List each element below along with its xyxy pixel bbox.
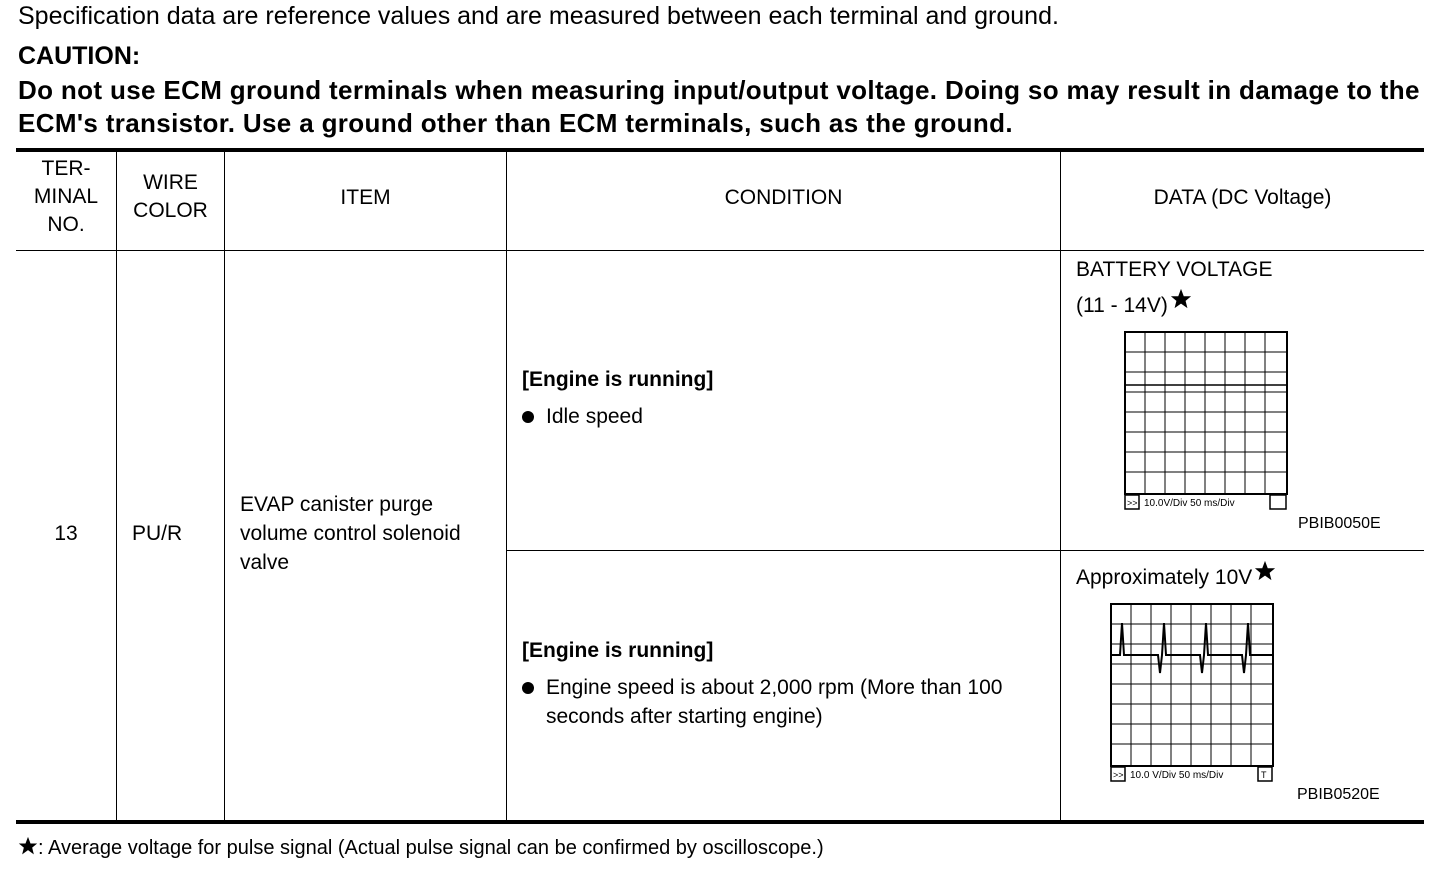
svg-text:>>: >> bbox=[1113, 770, 1124, 780]
data-1-text bbox=[1076, 252, 1272, 324]
condition-1-bullet-text: Idle speed bbox=[546, 405, 643, 428]
header-condition: CONDITION bbox=[724, 186, 843, 209]
col-divider-2 bbox=[224, 148, 225, 824]
caution-title: CAUTION: bbox=[18, 42, 141, 70]
scope-2-scale-label: 10.0 V/Div 50 ms/Div bbox=[1130, 770, 1224, 781]
row-divider bbox=[506, 550, 1424, 551]
terminal-number: 13 bbox=[54, 522, 78, 545]
header-wire-line-1: WIRE bbox=[143, 171, 198, 194]
star-icon bbox=[1170, 288, 1192, 310]
col-divider-1 bbox=[116, 148, 117, 824]
table-top-rule bbox=[16, 148, 1424, 152]
data-1-line-2: (11 - 14V) bbox=[1076, 288, 1272, 324]
condition-2-heading: [Engine is running] bbox=[522, 639, 714, 662]
item-description: EVAP canister purge volume control solenoid valve bbox=[240, 493, 461, 574]
bullet-icon bbox=[522, 673, 546, 731]
star-icon bbox=[18, 836, 38, 856]
footnote bbox=[18, 836, 824, 860]
condition-1-heading: [Engine is running] bbox=[522, 368, 714, 391]
col-divider-3 bbox=[506, 148, 507, 824]
bullet-icon bbox=[522, 402, 546, 431]
condition-2-bullet-text: Engine speed is about 2,000 rpm (More than 100 seconds after starting engine) bbox=[546, 676, 1003, 728]
header-item: ITEM bbox=[340, 186, 391, 209]
data-2-line-1: Approximately 10V bbox=[1076, 566, 1253, 589]
star-icon bbox=[1254, 560, 1276, 582]
oscilloscope-waveform-1 bbox=[1124, 331, 1290, 513]
scope-1-scale-label: 10.0V/Div 50 ms/Div bbox=[1144, 498, 1235, 509]
figure-id-1: PBIB0050E bbox=[1298, 515, 1381, 532]
table-bottom-rule bbox=[16, 820, 1424, 824]
intro-text: Specification data are reference values and are measured between each terminal and ground. bbox=[18, 2, 1059, 30]
condition-1 bbox=[522, 365, 1052, 431]
header-terminal-line-2: MINAL bbox=[33, 185, 99, 208]
oscilloscope-waveform-2 bbox=[1110, 603, 1276, 785]
header-divider bbox=[16, 250, 1424, 251]
header-wire-line-2: COLOR bbox=[133, 199, 208, 222]
data-1-line-1: BATTERY VOLTAGE bbox=[1076, 258, 1273, 281]
svg-text:>>: >> bbox=[1127, 498, 1138, 508]
data-2-text bbox=[1076, 560, 1276, 596]
header-terminal-line-1: TER- bbox=[41, 157, 91, 180]
terminal-spec-table bbox=[16, 148, 1424, 824]
header-terminal-line-3: NO. bbox=[47, 213, 85, 236]
header-terminal-no bbox=[16, 155, 116, 239]
footnote-text: : Average voltage for pulse signal (Actual pulse signal can be confirmed by oscilloscope.) bbox=[38, 837, 824, 859]
scope-2-trigger-tag: T bbox=[1261, 770, 1267, 780]
header-wire-color bbox=[117, 169, 224, 225]
wire-color: PU/R bbox=[132, 522, 183, 545]
figure-id-2: PBIB0520E bbox=[1297, 786, 1380, 803]
condition-1-bullet-item bbox=[522, 402, 1052, 431]
condition-2 bbox=[522, 636, 1062, 731]
header-data: DATA (DC Voltage) bbox=[1153, 186, 1332, 209]
caution-text: Do not use ECM ground terminals when measuring input/output voltage. Doing so may result in damage to the ECM's transistor. Use a ground other than ECM terminals, such as the ground. bbox=[18, 75, 1420, 138]
condition-2-bullet-item bbox=[522, 673, 1062, 731]
